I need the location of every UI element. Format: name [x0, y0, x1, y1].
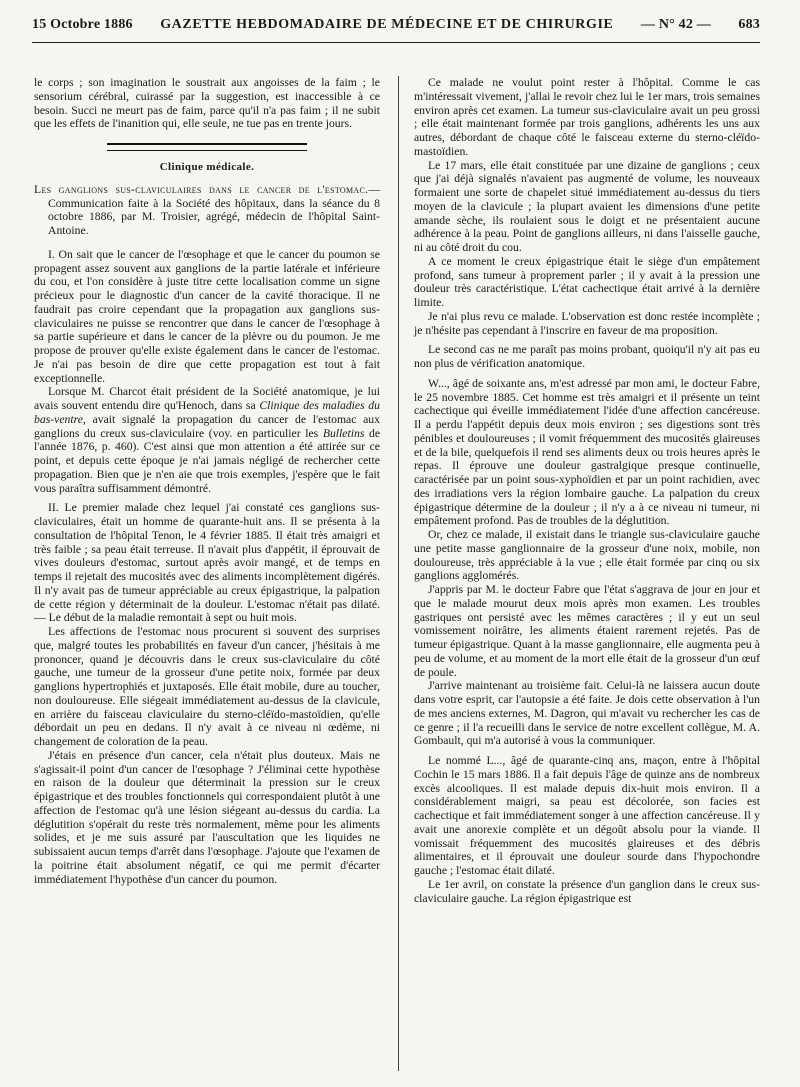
- paragraph: Le second cas ne me paraît pas moins probant, quoiqu'il n'y ait pas eu non plus de vérification anatomique.: [414, 343, 760, 370]
- paragraph: Le 1er avril, on constate la présence d'un ganglion dans le creux sus-claviculaire gauche. La région épigastrique est: [414, 877, 760, 905]
- article-title: Les ganglions sus-claviculaires dans le cancer de l'estomac.: [34, 182, 369, 196]
- paragraph: J'arrive maintenant au troisième fait. Celui-là ne laissera aucun doute dans votre esprit, car l'autopsie a été faite. Je dois cette observation à l'un de mes anciens externes, M. Dagron, qui m'avait vu rechercher les cas de ce genre ; il l'a recueilli dans le service de notre excellent collègue, M. A. Gombault, qui m'a autorisé à vous la communiquer.: [414, 679, 760, 748]
- paragraph: Je n'ai plus revu ce malade. L'observation est donc restée incomplète ; je n'hésite pas cependant à l'inscrire en faveur de ma proposition.: [414, 309, 760, 337]
- paragraph: Les affections de l'estomac nous procurent si souvent des surprises que, malgré toutes les probabilités en faveur d'un cancer, j'hésitais à me prononcer, quand je découvris dans le creux sus-claviculaire du côté gauche, une tumeur de la grosseur d'une petite noix, formée par deux ganglions hypertrophiés et juxtaposés. Elle était mobile, dure au toucher, non douloureuse. Elle siégeait immédiatement au-dessus de la clavicule, en arrière du faisceau claviculaire du sterno-cléïdo-mastoïdien, qu'elle débordait un peu en dedans. Il n'y avait à ce niveau ni œdème, ni changement de coloration de la peau.: [34, 625, 380, 748]
- paragraph: J'appris par M. le docteur Fabre que l'état s'aggrava de jour en jour et que le malade mourut deux mois après mon examen. Les troubles gastriques ont persisté avec les mêmes caractères ; il y eut un seul vomissement noirâtre, les aliments étaient rarement rejetés. Pas de tumeur épigastrique. Quant à la masse ganglionnaire, elle augmenta peu à peu de volume, et au moment de la mort elle était de la grosseur d'un œuf de poule.: [414, 583, 760, 679]
- left-column: [34, 76, 380, 886]
- header-rule: [32, 42, 760, 43]
- paragraph: A ce moment le creux épigastrique était le siège d'un empâtement profond, sans tumeur à proprement parler ; il y avait à la pression une douleur très caractéristique. L'état cachectique était arrivé à la dernière limite.: [414, 254, 760, 309]
- paragraph: Le nommé L..., âgé de quarante-cinq ans, maçon, entre à l'hôpital Cochin le 15 mars 1886. Il a fait depuis l'âge de quinze ans de nombreux excès alcooliques. Il est malade depuis dix-huit mois environ. Il a considérablement maigri, sa peau est décolorée, son facies est cachectique et fait immédiatement songer à une affection cancéreuse. Il y avait une anorexie complète et un dégoût absolu pour la viande. Il vomissait fréquemment des mucosités glaireuses et des débris alimentaires, et il éprouvait une douleur sourde dans l'hypochondre gauche ; l'estomac était dilaté.: [414, 754, 760, 877]
- column-rule: [398, 76, 399, 1071]
- section-heading: Clinique médicale.: [159, 161, 255, 173]
- right-column: [414, 76, 760, 905]
- paragraph: le corps ; son imagination le soustrait aux angoisses de la faim ; le sensorium cérébral, cuirassé par la suggestion, est inaccessible à ce besoin. Succi ne meurt pas de faim, parce qu'il n'a pas faim ; il ne subit que les effets de l'inanition qui, elle seule, ne tue pas en trente jours.: [34, 76, 380, 131]
- running-header: [32, 12, 760, 38]
- paragraph: W..., âgé de soixante ans, m'est adressé par mon ami, le docteur Fabre, le 25 novembre 1885. Cet homme est très amaigri et il présente un teint cachectique qui éveille immédiatement l'idée d'une affection cancéreuse. Il a perdu l'appétit depuis deux mois environ ; ses digestions sont très pénibles et douloureuses ; il vomit fréquemment des mucosités glaireuses et de la bile, quelquefois il rend ses aliments deux ou trois heures après le repas. Il éprouve une douleur gastralgique presque continuelle, caractérisée par un point sous-xyphoïdien et par un point rachidien, avec des irradiations vers la région lombaire gauche. La palpation du creux épigastrique détermine de la douleur ; il n'y a à ce niveau ni tumeur, ni empâtement profond. Pas de troubles de la déglutition.: [414, 376, 760, 528]
- issue-date: 15 Octobre 1886: [32, 17, 133, 32]
- paragraph: I. On sait que le cancer de l'œsophage et que le cancer du poumon se propagent assez souvent aux ganglions de la partie latérale et inférieure du cou, et l'on considère à juste titre cette localisation comme un signe précieux pour le diagnostic d'un cancer de la cavité thoracique. Il ne faudrait pas croire cependant que la propagation aux ganglions sus-claviculaires ne puisse se rencontrer que dans le cancer de l'œsophage à sa partie supérieure et dans le cancer de la plèvre ou du poumon. Je me propose de prouver qu'elle existe également dans le cancer de l'estomac. Je n'ai pas besoin de dire que cette propagation est tout à fait exceptionnelle.: [34, 247, 380, 385]
- article-heading: [34, 183, 380, 238]
- issue-number: — N° 42 —: [640, 17, 711, 32]
- page-number: 683: [738, 17, 760, 32]
- paragraph: Lorsque M. Charcot était président de la Société anatomique, je lui avais souvent entendu dire qu'Henoch, dans sa Clinique des maladies du bas-ventre, avait signalé la propagation du cancer de l'estomac aux ganglions du creux sus-claviculaire (voy. en particulier les Bulletins de l'année 1876, p. 460). C'est ainsi que mon attention a été attirée sur ce point, et depuis cette époque je n'ai jamais négligé de rechercher cette propagation. Bien que je n'en aie que trois exemples, j'espère que le fait vous paraîtra suffisamment démontré.: [34, 385, 380, 495]
- paragraph: Or, chez ce malade, il existait dans le triangle sus-claviculaire gauche une petite masse ganglionnaire de la grosseur d'une noix, mobile, non douloureuse, très appréciable à la vue ; elle était formée par cinq ou six ganglions agglomérés.: [414, 528, 760, 583]
- paragraph: J'étais en présence d'un cancer, cela n'était plus douteux. Mais ne s'agissait-il point d'un cancer de l'œsophage ? J'éliminai cette hypothèse en raison de la douleur que déterminait la pression sur le creux épigastrique et des troubles fonctionnels qui correspondaient plutôt à une affection de l'estomac qu'à une lésion siégeant au-dessus du cardia. La déglutition s'opérait du reste très normalement, même pour les aliments solides, et je me suis assuré par l'auscultation que les liquides ne subissaient aucun temps d'arrêt dans l'œsophage. J'ajoute que l'examen de la poitrine était absolument négatif, ce qui me permit d'écarter immédiatement l'hypothèse d'un cancer du poumon.: [34, 748, 380, 886]
- paragraph: Ce malade ne voulut point rester à l'hôpital. Comme le cas m'intéressait vivement, j'allai le revoir chez lui le 1er mars, trois semaines environ après cet examen. La tumeur sus-claviculaire avait un peu grossi ; elle était maintenant formée par trois ganglions, adhérents les uns aux autres, débordant de chaque côté le faisceau externe du sterno-cléïdo-mastoïdien.: [414, 76, 760, 158]
- article-byline: —Communication faite à la Société des hôpitaux, dans la séance du 8 octobre 1886, par M. Troisier, agrégé, médecin de l'hôpital Saint-Antoine.: [48, 182, 380, 237]
- paragraph: Le 17 mars, elle était constituée par une dizaine de ganglions ; ceux que j'ai déjà signalés n'avaient pas augmenté de volume, les nouveaux formaient une sorte de chapelet situé immédiatement au-dessus du tiers moyen de la clavicule ; la plupart avaient les dimensions d'une petite amande sèche, ils roulaient sous le doigt et ne présentaient aucune adhérence à la peau. Point de ganglions ailleurs, ni dans l'aisselle gauche, ni au côté droit du cou.: [414, 158, 760, 254]
- section-separator: [107, 143, 307, 151]
- paragraph: II. Le premier malade chez lequel j'ai constaté ces ganglions sus-claviculaires, était un homme de quarante-huit ans. Il se présenta à la consultation de l'hôpital Tenon, le 4 février 1885. Il était très amaigri et très faible ; sa peau était terreuse. Il n'avait plus d'appétit, il éprouvait de vives douleurs d'estomac, surtout après avoir mangé, et de temps en temps il rejetait des mucosités avec des aliments incomplètement digérés. Il n'y avait pas de tumeur appréciable au creux épigastrique, la palpation de cette région y déterminait de la douleur. L'estomac n'était pas dilaté. — Le début de la maladie remontait à sept ou huit mois.: [34, 501, 380, 625]
- journal-title: GAZETTE HEBDOMADAIRE DE MÉDECINE ET DE CHIRURGIE: [160, 17, 614, 32]
